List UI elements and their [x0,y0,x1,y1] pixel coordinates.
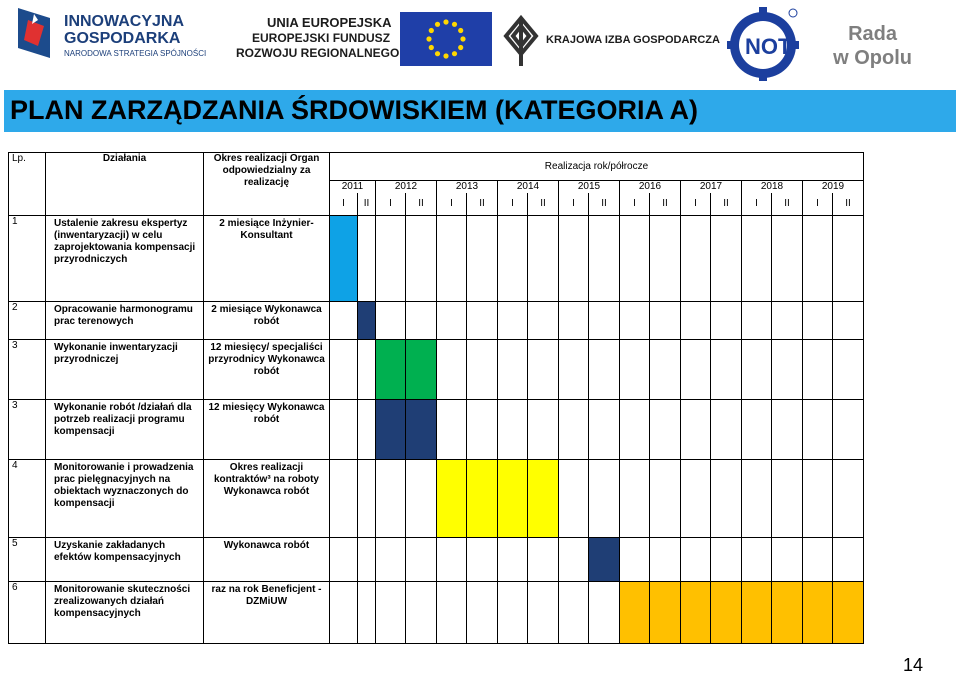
row-organ: 12 miesięcy Wykonawca robót [204,399,330,459]
schedule-cell [711,215,742,301]
schedule-cell [589,301,620,339]
schedule-cell [711,339,742,399]
schedule-bar [358,301,376,339]
row-number: 3 [9,339,46,399]
schedule-cell [650,537,681,581]
schedule-cell [742,399,772,459]
schedule-bar [711,581,742,643]
row-number: 6 [9,581,46,643]
schedule-cell [467,581,498,643]
year-2013: 2013 [437,181,498,194]
schedule-table [8,152,864,644]
row-number: 1 [9,215,46,301]
schedule-cell [498,339,528,399]
half-12: II [650,193,681,215]
schedule-cell [528,215,559,301]
row-action: Wykonanie inwentaryzacji przyrodniczej [46,339,204,399]
page-title: PLAN ZARZĄDZANIA ŚRDOWISKIEM (KATEGORIA A) [10,95,698,125]
schedule-cell [772,537,803,581]
schedule-cell [650,339,681,399]
schedule-cell [498,399,528,459]
schedule-cell [772,459,803,537]
schedule-bar [833,581,864,643]
half-4: II [406,193,437,215]
header-realization: Realizacja rok/półrocze [330,153,864,181]
schedule-cell [528,301,559,339]
schedule-cell [330,301,358,339]
schedule-cell [589,215,620,301]
schedule-cell [833,301,864,339]
schedule-cell [772,301,803,339]
schedule-cell [772,399,803,459]
row-number: 5 [9,537,46,581]
schedule-cell [498,301,528,339]
schedule-cell [437,301,467,339]
half-13: I [681,193,711,215]
year-2015: 2015 [559,181,620,194]
schedule-cell [803,215,833,301]
schedule-bar [742,581,772,643]
schedule-cell [620,399,650,459]
row-number: 2 [9,301,46,339]
row-organ: Okres realizacji kontraktów³ na roboty Wykonawca robót [204,459,330,537]
schedule-cell [711,399,742,459]
schedule-bar [620,581,650,643]
schedule-cell [833,537,864,581]
schedule-cell [437,537,467,581]
half-9: I [559,193,589,215]
schedule-bar [589,537,620,581]
year-2011: 2011 [330,181,376,194]
schedule-cell [803,537,833,581]
schedule-cell [330,581,358,643]
schedule-cell [498,537,528,581]
eu-flag-icon [400,12,492,66]
schedule-cell [833,339,864,399]
schedule-cell [620,537,650,581]
logo2-line3: ROZWOJU REGIONALNEGO [236,46,400,60]
year-2019: 2019 [803,181,864,194]
half-7: I [498,193,528,215]
schedule-cell [742,459,772,537]
schedule-cell [650,301,681,339]
schedule-cell [803,339,833,399]
schedule-cell [620,215,650,301]
schedule-cell [681,399,711,459]
schedule-cell [358,399,376,459]
schedule-cell [358,215,376,301]
schedule-bar [376,339,406,399]
year-2016: 2016 [620,181,681,194]
row-organ: 2 miesiące Wykonawca robót [204,301,330,339]
row-action: Opracowanie harmonogramu prac terenowych [46,301,204,339]
year-2014: 2014 [498,181,559,194]
schedule-cell [437,339,467,399]
schedule-cell [330,459,358,537]
logo1-line1: INNOWACYJNA [64,13,185,30]
table-row [9,339,864,399]
schedule-cell [330,537,358,581]
row-number: 4 [9,459,46,537]
schedule-cell [681,537,711,581]
table-row [9,459,864,537]
schedule-cell [528,537,559,581]
schedule-cell [559,399,589,459]
schedule-bar [528,459,559,537]
schedule-bar [376,399,406,459]
schedule-bar [772,581,803,643]
schedule-cell [406,215,437,301]
header-actions: Działania [46,153,204,216]
row-action: Wykonanie robót /działań dla potrzeb realizacji programu kompensacji [46,399,204,459]
half-15: I [742,193,772,215]
schedule-cell [559,537,589,581]
row-action: Monitorowanie skuteczności zrealizowanych działań kompensacyjnych [46,581,204,643]
row-action: Monitorowanie i prowadzenia prac pielęgnacyjnych na obiektach wyznaczonych do kompensacji [46,459,204,537]
schedule-cell [467,339,498,399]
schedule-cell [559,301,589,339]
schedule-cell [467,215,498,301]
schedule-cell [376,581,406,643]
schedule-cell [650,459,681,537]
schedule-cell [467,301,498,339]
half-16: II [772,193,803,215]
schedule-bar [650,581,681,643]
innowacyjna-gospodarka-logo [14,6,56,60]
table-row [9,301,864,339]
title-bar [4,90,956,132]
schedule-cell [772,215,803,301]
schedule-cell [498,215,528,301]
year-2012: 2012 [376,181,437,194]
header-organ: Okres realizacji Organ odpowiedzialny za realizację [204,153,330,216]
schedule-cell [589,581,620,643]
schedule-cell [376,215,406,301]
schedule-cell [803,301,833,339]
schedule-cell [742,215,772,301]
schedule-cell [406,301,437,339]
schedule-cell [376,301,406,339]
table-row [9,537,864,581]
schedule-cell [742,301,772,339]
schedule-cell [833,399,864,459]
schedule-cell [620,301,650,339]
half-11: I [620,193,650,215]
rada-line1: Rada [848,23,897,45]
kig-logo [498,12,544,70]
schedule-bar [681,581,711,643]
schedule-cell [589,339,620,399]
logo-header [0,0,960,86]
schedule-cell [833,215,864,301]
schedule-bar [467,459,498,537]
schedule-cell [559,215,589,301]
schedule-cell [376,459,406,537]
row-organ: Wykonawca robót [204,537,330,581]
schedule-cell [742,339,772,399]
row-action: Ustalenie zakresu ekspertyz (inwentaryzacji) w celu zaprojektowania kompensacji przyrodniczych [46,215,204,301]
table-row [9,215,864,301]
logo2-line2: EUROPEJSKI FUNDUSZ [252,31,391,45]
schedule-cell [620,339,650,399]
schedule-cell [528,339,559,399]
schedule-cell [803,399,833,459]
schedule-cell [742,537,772,581]
schedule-cell [358,339,376,399]
year-2018: 2018 [742,181,803,194]
schedule-cell [681,459,711,537]
schedule-cell [437,399,467,459]
logo1-line3: NARODOWA STRATEGIA SPÓJNOŚCI [64,49,207,58]
header-lp: Lp. [9,153,46,216]
logo3-text: KRAJOWA IZBA GOSPODARCZA [546,34,720,46]
half-6: II [467,193,498,215]
schedule-cell [406,459,437,537]
half-2: II [358,193,376,215]
schedule-cell [437,215,467,301]
schedule-bar [406,339,437,399]
schedule-cell [650,399,681,459]
schedule-cell [711,459,742,537]
schedule-cell [681,301,711,339]
schedule-bar [406,399,437,459]
logo1-line2: GOSPODARKA [64,30,181,47]
schedule-cell [406,537,437,581]
schedule-bar [330,215,358,301]
schedule-cell [681,215,711,301]
schedule-cell [498,581,528,643]
table-row [9,581,864,643]
schedule-cell [620,459,650,537]
schedule-cell [528,399,559,459]
half-1: I [330,193,358,215]
schedule-cell [711,537,742,581]
schedule-cell [711,301,742,339]
row-number: 3 [9,399,46,459]
schedule-cell [589,399,620,459]
schedule-cell [358,537,376,581]
schedule-bar [498,459,528,537]
schedule-cell [358,581,376,643]
schedule-bar [803,581,833,643]
schedule-cell [330,399,358,459]
schedule-cell [559,581,589,643]
half-14: II [711,193,742,215]
schedule-cell [681,339,711,399]
row-organ: 2 miesiące Inżynier-Konsultant [204,215,330,301]
schedule-cell [589,459,620,537]
schedule-cell [467,399,498,459]
year-2017: 2017 [681,181,742,194]
rada-line2: w Opolu [833,47,912,69]
schedule-cell [772,339,803,399]
logo2-line1: UNIA EUROPEJSKA [267,15,392,30]
schedule-cell [803,459,833,537]
logo4-text: NOT [745,34,792,59]
schedule-cell [467,537,498,581]
half-5: I [437,193,467,215]
schedule-cell [406,581,437,643]
schedule-cell [437,581,467,643]
half-3: I [376,193,406,215]
table-row [9,399,864,459]
row-organ: 12 miesięcy/ specjaliści przyrodnicy Wykonawca robót [204,339,330,399]
schedule-cell [650,215,681,301]
schedule-cell [528,581,559,643]
schedule-cell [833,459,864,537]
rada-w-opolu [833,22,912,70]
schedule-cell [559,339,589,399]
half-10: II [589,193,620,215]
schedule-cell [559,459,589,537]
page-number: 14 [902,655,923,675]
schedule-cell [376,537,406,581]
half-17: I [803,193,833,215]
schedule-cell [330,339,358,399]
schedule-bar [437,459,467,537]
row-action: Uzyskanie zakładanych efektów kompensacyjnych [46,537,204,581]
half-8: II [528,193,559,215]
schedule-cell [358,459,376,537]
half-18: II [833,193,864,215]
row-organ: raz na rok Beneficjent - DZMiUW [204,581,330,643]
